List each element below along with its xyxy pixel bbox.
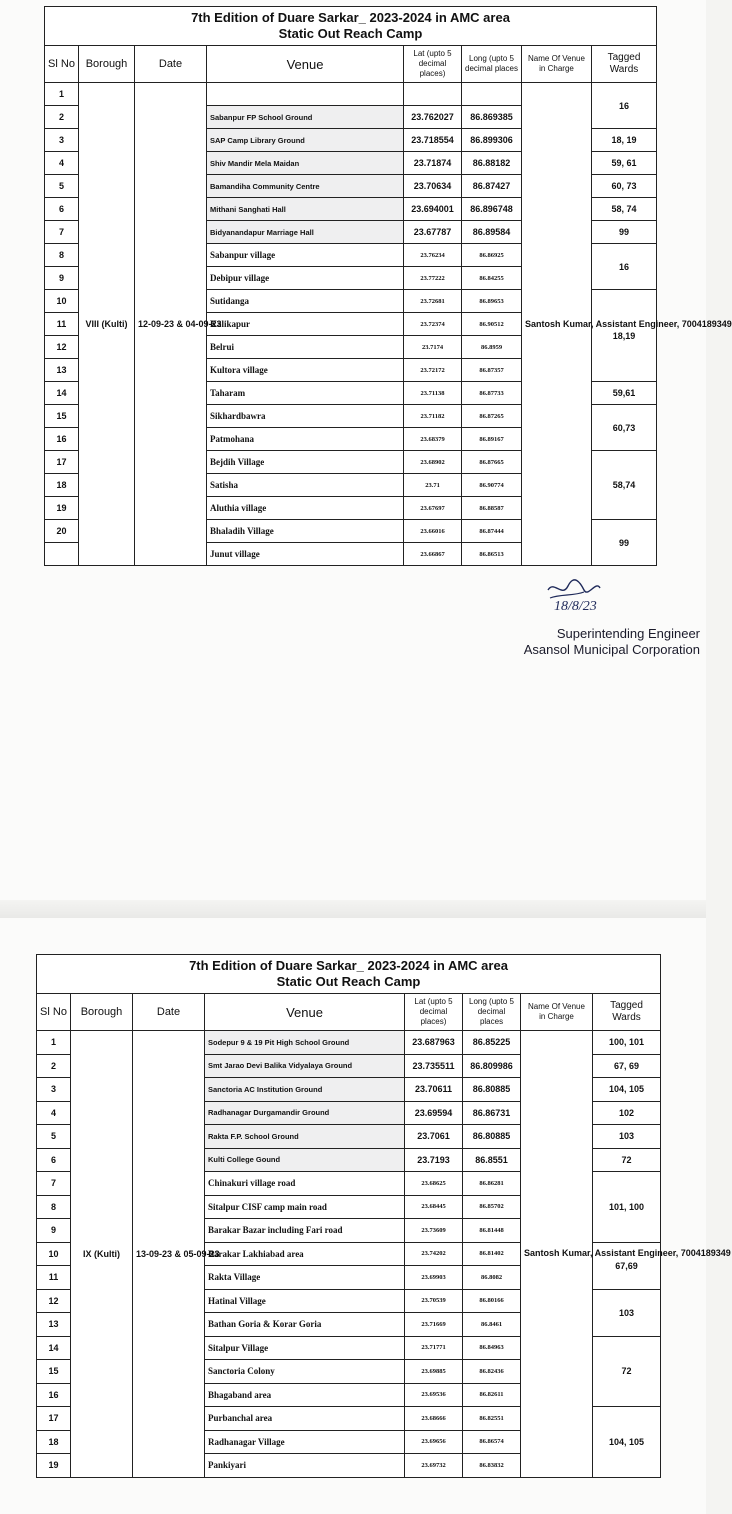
header-slno: Sl No	[45, 46, 79, 83]
longitude-cell: 86.81402	[463, 1242, 521, 1266]
venue-cell: Taharam	[207, 382, 404, 405]
latitude-cell: 23.69594	[405, 1101, 463, 1125]
venue-cell: Sutidanga	[207, 290, 404, 313]
sl-no-cell: 4	[45, 152, 79, 175]
latitude-cell: 23.68625	[405, 1172, 463, 1196]
header-in-charge: Name Of Venue in Charge	[521, 994, 593, 1031]
venue-cell: Purbanchal area	[205, 1407, 405, 1431]
longitude-cell: 86.8461	[463, 1313, 521, 1337]
venue-cell: Barakar Bazar including Fari road	[205, 1219, 405, 1243]
sl-no-cell: 13	[37, 1313, 71, 1337]
table-title	[45, 7, 657, 46]
header-slno: Sl No	[37, 994, 71, 1031]
venue-cell: Sodepur 9 & 19 Pit High School Ground	[205, 1031, 405, 1055]
tagged-wards-cell: 67, 69	[593, 1054, 661, 1078]
tagged-wards-cell: 60, 73	[592, 175, 657, 198]
latitude-cell: 23.72681	[404, 290, 462, 313]
longitude-cell: 86.88182	[462, 152, 522, 175]
venue-cell: Sabanpur FP School Ground	[207, 106, 404, 129]
title-line-2: Static Out Reach Camp	[278, 26, 423, 41]
venue-cell: Rakta Village	[205, 1266, 405, 1290]
tagged-wards-cell: 72	[593, 1148, 661, 1172]
longitude-cell: 86.86513	[462, 543, 522, 566]
table-row	[37, 1031, 661, 1055]
sl-no-cell: 16	[45, 428, 79, 451]
sl-no-cell: 4	[37, 1101, 71, 1125]
sl-no-cell: 10	[37, 1242, 71, 1266]
tagged-wards-cell: 103	[593, 1125, 661, 1149]
longitude-cell: 86.80885	[463, 1125, 521, 1149]
signatory-block	[480, 626, 700, 658]
tagged-wards-cell: 99	[592, 520, 657, 566]
tagged-wards-cell: 59, 61	[592, 152, 657, 175]
longitude-cell: 86.87265	[462, 405, 522, 428]
latitude-cell: 23.7193	[405, 1148, 463, 1172]
venue-cell: Radhanagar Village	[205, 1430, 405, 1454]
latitude-cell: 23.77222	[404, 267, 462, 290]
page-gap	[0, 900, 706, 918]
longitude-cell: 86.89653	[462, 290, 522, 313]
sl-no-cell: 17	[45, 451, 79, 474]
latitude-cell: 23.70611	[405, 1078, 463, 1102]
signature	[540, 576, 630, 616]
sl-no-cell: 17	[37, 1407, 71, 1431]
latitude-cell: 23.7174	[404, 336, 462, 359]
sl-no-cell: 9	[45, 267, 79, 290]
borough-cell: VIII (Kulti)	[79, 83, 135, 566]
venue-cell: Aluthia village	[207, 497, 404, 520]
venue-cell: Bathan Goria & Korar Goria	[205, 1313, 405, 1337]
tagged-wards-cell: 67,69	[593, 1242, 661, 1289]
sl-no-cell: 2	[37, 1054, 71, 1078]
sl-no-cell: 18	[45, 474, 79, 497]
tagged-wards-cell: 58, 74	[592, 198, 657, 221]
header-borough: Borough	[71, 994, 133, 1031]
venue-cell: Pankiyari	[205, 1454, 405, 1478]
latitude-cell: 23.74202	[405, 1242, 463, 1266]
tagged-wards-cell: 72	[593, 1336, 661, 1407]
latitude-cell: 23.67787	[404, 221, 462, 244]
venue-cell: Satisha	[207, 474, 404, 497]
latitude-cell: 23.71	[404, 474, 462, 497]
header-lat: Lat (upto 5 decimal places)	[404, 46, 462, 83]
sl-no-cell: 13	[45, 359, 79, 382]
header-lat: Lat (upto 5 decimal places)	[405, 994, 463, 1031]
sl-no-cell: 12	[37, 1289, 71, 1313]
sl-no-cell: 7	[37, 1172, 71, 1196]
tagged-wards-cell: 103	[593, 1289, 661, 1336]
venue-cell: Kultora village	[207, 359, 404, 382]
latitude-cell: 23.694001	[404, 198, 462, 221]
venue-cell: Shiv Mandir Mela Maidan	[207, 152, 404, 175]
longitude-cell	[462, 83, 522, 106]
tagged-wards-cell: 104, 105	[593, 1407, 661, 1478]
tagged-wards-cell: 100, 101	[593, 1031, 661, 1055]
venue-cell: Barakar Lakhiabad area	[205, 1242, 405, 1266]
latitude-cell: 23.68902	[404, 451, 462, 474]
latitude-cell: 23.70634	[404, 175, 462, 198]
venue-cell	[207, 83, 404, 106]
longitude-cell: 86.89584	[462, 221, 522, 244]
longitude-cell: 86.85225	[463, 1031, 521, 1055]
date-cell: 13-09-23 & 05-09-23	[133, 1031, 205, 1478]
latitude-cell: 23.71771	[405, 1336, 463, 1360]
sl-no-cell: 1	[37, 1031, 71, 1055]
latitude-cell: 23.69536	[405, 1383, 463, 1407]
latitude-cell: 23.69656	[405, 1430, 463, 1454]
longitude-cell: 86.87733	[462, 382, 522, 405]
latitude-cell: 23.67697	[404, 497, 462, 520]
longitude-cell: 86.90512	[462, 313, 522, 336]
sl-no-cell: 15	[37, 1360, 71, 1384]
sl-no-cell: 10	[45, 290, 79, 313]
sl-no-cell: 14	[37, 1336, 71, 1360]
latitude-cell: 23.71138	[404, 382, 462, 405]
tagged-wards-cell: 60,73	[592, 405, 657, 451]
venue-cell: Kulti College Gound	[205, 1148, 405, 1172]
sl-no-cell: 5	[37, 1125, 71, 1149]
sl-no-cell: 14	[45, 382, 79, 405]
longitude-cell: 86.86925	[462, 244, 522, 267]
latitude-cell: 23.76234	[404, 244, 462, 267]
venue-cell: Rakta F.P. School Ground	[205, 1125, 405, 1149]
venue-cell: Junut village	[207, 543, 404, 566]
longitude-cell: 86.90774	[462, 474, 522, 497]
longitude-cell: 86.87357	[462, 359, 522, 382]
venue-cell: Sanctoria AC Institution Ground	[205, 1078, 405, 1102]
sl-no-cell: 5	[45, 175, 79, 198]
latitude-cell: 23.7061	[405, 1125, 463, 1149]
longitude-cell: 86.80166	[463, 1289, 521, 1313]
latitude-cell: 23.68666	[405, 1407, 463, 1431]
header-long: Long (upto 5 decimal places	[462, 46, 522, 83]
latitude-cell: 23.69732	[405, 1454, 463, 1478]
sl-no-cell: 20	[45, 520, 79, 543]
longitude-cell: 86.896748	[462, 198, 522, 221]
venue-cell: Radhanagar Durgamandir Ground	[205, 1101, 405, 1125]
date-cell: 12-09-23 & 04-09-23	[135, 83, 207, 566]
longitude-cell: 86.8082	[463, 1266, 521, 1290]
tagged-wards-cell: 18, 19	[592, 129, 657, 152]
tagged-wards-cell: 59,61	[592, 382, 657, 405]
venue-cell: Smt Jarao Devi Balika Vidyalaya Ground	[205, 1054, 405, 1078]
title-line-1: 7th Edition of Duare Sarkar_ 2023-2024 in AMC area	[189, 958, 508, 973]
sl-no-cell: 11	[37, 1266, 71, 1290]
sl-no-cell: 1	[45, 83, 79, 106]
tagged-wards-cell: 99	[592, 221, 657, 244]
longitude-cell: 86.83832	[463, 1454, 521, 1478]
sl-no-cell: 15	[45, 405, 79, 428]
longitude-cell: 86.84255	[462, 267, 522, 290]
venue-cell: Bejdih Village	[207, 451, 404, 474]
tagged-wards-cell: 18,19	[592, 290, 657, 382]
latitude-cell: 23.69885	[405, 1360, 463, 1384]
sl-no-cell: 9	[37, 1219, 71, 1243]
venue-cell: Sitalpur CISF camp main road	[205, 1195, 405, 1219]
venue-cell: Debipur village	[207, 267, 404, 290]
sl-no-cell: 3	[45, 129, 79, 152]
venue-cell: Belrui	[207, 336, 404, 359]
latitude-cell: 23.687963	[405, 1031, 463, 1055]
latitude-cell: 23.72374	[404, 313, 462, 336]
tagged-wards-cell: 58,74	[592, 451, 657, 520]
header-date: Date	[135, 46, 207, 83]
table-row	[45, 83, 657, 106]
latitude-cell: 23.762027	[404, 106, 462, 129]
venue-cell: Chinakuri village road	[205, 1172, 405, 1196]
latitude-cell: 23.70539	[405, 1289, 463, 1313]
title-line-2: Static Out Reach Camp	[276, 974, 421, 989]
latitude-cell: 23.72172	[404, 359, 462, 382]
venue-cell: Bidyanandapur Marriage Hall	[207, 221, 404, 244]
signature-date: 18/8/23	[554, 599, 597, 614]
longitude-cell: 86.899306	[462, 129, 522, 152]
longitude-cell: 86.82611	[463, 1383, 521, 1407]
sl-no-cell	[45, 543, 79, 566]
venue-cell: Kalikapur	[207, 313, 404, 336]
sl-no-cell: 12	[45, 336, 79, 359]
latitude-cell: 23.71182	[404, 405, 462, 428]
longitude-cell: 86.809986	[463, 1054, 521, 1078]
venue-cell: Bamandiha Community Centre	[207, 175, 404, 198]
latitude-cell: 23.73609	[405, 1219, 463, 1243]
sl-no-cell: 6	[37, 1148, 71, 1172]
longitude-cell: 86.85702	[463, 1195, 521, 1219]
header-row	[45, 46, 657, 83]
table-title	[37, 955, 661, 994]
venue-cell: Sitalpur Village	[205, 1336, 405, 1360]
venue-cell: Hatinal Village	[205, 1289, 405, 1313]
sl-no-cell: 19	[45, 497, 79, 520]
venue-in-charge-cell: Santosh Kumar, Assistant Engineer, 7004189349	[521, 1031, 593, 1478]
sl-no-cell: 7	[45, 221, 79, 244]
venue-cell: Bhagaband area	[205, 1383, 405, 1407]
header-tagged-wards: Tagged Wards	[592, 46, 657, 83]
longitude-cell: 86.86731	[463, 1101, 521, 1125]
venue-cell: Sikhardbawra	[207, 405, 404, 428]
longitude-cell: 86.82551	[463, 1407, 521, 1431]
longitude-cell: 86.86574	[463, 1430, 521, 1454]
venue-in-charge-cell: Santosh Kumar, Assistant Engineer, 7004189349	[522, 83, 592, 566]
tagged-wards-cell: 101, 100	[593, 1172, 661, 1243]
latitude-cell	[404, 83, 462, 106]
longitude-cell: 86.8551	[463, 1148, 521, 1172]
longitude-cell: 86.87427	[462, 175, 522, 198]
longitude-cell: 86.82436	[463, 1360, 521, 1384]
signatory-designation: Superintending Engineer	[556, 626, 700, 641]
venue-cell: Sanctoria Colony	[205, 1360, 405, 1384]
longitude-cell: 86.869385	[462, 106, 522, 129]
sl-no-cell: 18	[37, 1430, 71, 1454]
header-in-charge: Name Of Venue in Charge	[522, 46, 592, 83]
latitude-cell: 23.66016	[404, 520, 462, 543]
sl-no-cell: 19	[37, 1454, 71, 1478]
latitude-cell: 23.718554	[404, 129, 462, 152]
venue-cell: Sabanpur village	[207, 244, 404, 267]
longitude-cell: 86.81448	[463, 1219, 521, 1243]
longitude-cell: 86.87665	[462, 451, 522, 474]
tagged-wards-cell: 16	[592, 244, 657, 290]
longitude-cell: 86.80885	[463, 1078, 521, 1102]
venue-cell: Patmohana	[207, 428, 404, 451]
sl-no-cell: 8	[37, 1195, 71, 1219]
borough-cell: IX (Kulti)	[71, 1031, 133, 1478]
latitude-cell: 23.66867	[404, 543, 462, 566]
longitude-cell: 86.88587	[462, 497, 522, 520]
sl-no-cell: 2	[45, 106, 79, 129]
document-page-2	[0, 918, 731, 1514]
venue-cell: Bhaladih Village	[207, 520, 404, 543]
header-borough: Borough	[79, 46, 135, 83]
header-venue: Venue	[205, 994, 405, 1031]
latitude-cell: 23.71669	[405, 1313, 463, 1337]
signatory-organisation: Asansol Municipal Corporation	[523, 642, 700, 657]
longitude-cell: 86.89167	[462, 428, 522, 451]
sl-no-cell: 16	[37, 1383, 71, 1407]
sl-no-cell: 6	[45, 198, 79, 221]
camp-table-1	[44, 6, 732, 566]
longitude-cell: 86.84963	[463, 1336, 521, 1360]
longitude-cell: 86.86281	[463, 1172, 521, 1196]
tagged-wards-cell: 102	[593, 1101, 661, 1125]
longitude-cell: 86.8959	[462, 336, 522, 359]
camp-table-2	[36, 954, 731, 1478]
header-row	[37, 994, 661, 1031]
sl-no-cell: 8	[45, 244, 79, 267]
tagged-wards-cell: 104, 105	[593, 1078, 661, 1102]
venue-cell: SAP Camp Library Ground	[207, 129, 404, 152]
header-long: Long (upto 5 decimal places	[463, 994, 521, 1031]
latitude-cell: 23.69903	[405, 1266, 463, 1290]
latitude-cell: 23.68445	[405, 1195, 463, 1219]
latitude-cell: 23.68379	[404, 428, 462, 451]
title-line-1: 7th Edition of Duare Sarkar_ 2023-2024 in AMC area	[191, 10, 510, 25]
sl-no-cell: 3	[37, 1078, 71, 1102]
tagged-wards-cell: 16	[592, 83, 657, 129]
longitude-cell: 86.87444	[462, 520, 522, 543]
header-date: Date	[133, 994, 205, 1031]
venue-cell: Mithani Sanghati Hall	[207, 198, 404, 221]
latitude-cell: 23.71874	[404, 152, 462, 175]
header-tagged-wards: Tagged Wards	[593, 994, 661, 1031]
header-venue: Venue	[207, 46, 404, 83]
sl-no-cell: 11	[45, 313, 79, 336]
latitude-cell: 23.735511	[405, 1054, 463, 1078]
